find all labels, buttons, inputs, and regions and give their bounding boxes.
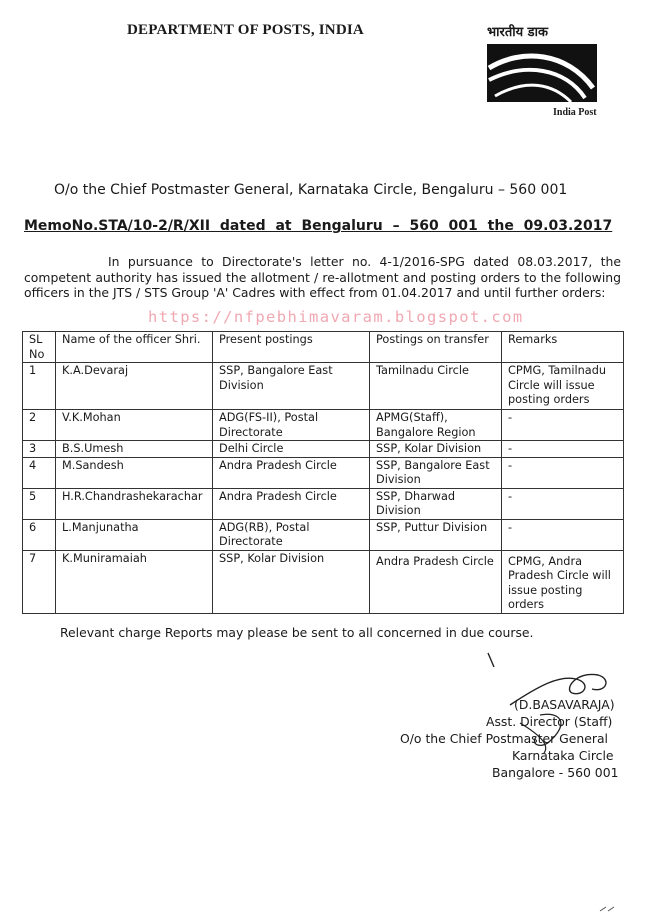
cell-transfer: SSP, Bangalore East Division [370,457,502,488]
cell-name: L.Manjunatha [56,519,213,550]
watermark-url: https://nfpebhimavaram.blogspot.com [148,308,524,326]
cell-sl: 7 [23,550,56,613]
cell-name: K.Muniramaiah [56,550,213,613]
signatory-city: Bangalore - 560 001 [492,765,619,780]
cell-remarks: - [502,410,624,441]
cell-sl: 4 [23,457,56,488]
table-row [23,410,624,441]
memo-line: MemoNo.STA/10-2/R/XII dated at Bengaluru – 560 001 the 09.03.2017 [24,218,613,234]
header-remarks: Remarks [502,332,624,363]
table-header-row [23,332,624,363]
office-line: O/o the Chief Postmaster General, Karnataka Circle, Bengaluru – 560 001 [54,182,568,198]
cell-transfer: SSP, Puttur Division [370,519,502,550]
signatory-circle: Karnataka Circle [512,748,614,763]
cell-remarks: - [502,488,624,519]
cell-name: K.A.Devaraj [56,363,213,410]
signatory-name: (D.BASAVARAJA) [514,697,615,712]
cell-remarks: - [502,457,624,488]
cell-remarks: - [502,441,624,458]
header-sl: SL No [23,332,56,363]
cell-sl: 1 [23,363,56,410]
department-heading: DEPARTMENT OF POSTS, INDIA [127,22,364,38]
page-corner-mark-icon [598,905,618,913]
header-present: Present postings [213,332,370,363]
cell-transfer: Andra Pradesh Circle [370,550,502,613]
cell-name: H.R.Chandrashekarachar [56,488,213,519]
cell-transfer: SSP, Dharwad Division [370,488,502,519]
cell-present: ADG(RB), Postal Directorate [213,519,370,550]
cell-sl: 3 [23,441,56,458]
cell-transfer: APMG(Staff), Bangalore Region [370,410,502,441]
cell-sl: 5 [23,488,56,519]
cell-present: Andra Pradesh Circle [213,457,370,488]
cell-present: ADG(FS-II), Postal Directorate [213,410,370,441]
table-row [23,550,624,613]
cell-sl: 6 [23,519,56,550]
signatory-office: O/o the Chief Postmaster General [400,731,608,746]
cell-transfer: SSP, Kolar Division [370,441,502,458]
cell-present: SSP, Bangalore East Division [213,363,370,410]
cell-present: Delhi Circle [213,441,370,458]
table-row [23,488,624,519]
cell-remarks: CPMG, Andra Pradesh Circle will issue posting orders [502,550,624,613]
cell-transfer: Tamilnadu Circle [370,363,502,410]
postings-table [22,331,624,614]
body-paragraph: In pursuance to Directorate's letter no. 4-1/2016-SPG dated 08.03.2017, the competent authority has issued the allotment / re-allotment and posting orders to the following officers in the JTS / STS Group 'A' Cadres with effect from 01.04.2017 and until further orders: [24,254,621,300]
cell-present: Andra Pradesh Circle [213,488,370,519]
logo-caption: India Post [553,107,597,118]
cell-sl: 2 [23,410,56,441]
cell-remarks: CPMG, Tamilnadu Circle will issue posting orders [502,363,624,410]
cell-present: SSP, Kolar Division [213,550,370,613]
table-row [23,363,624,410]
cell-name: V.K.Mohan [56,410,213,441]
table-row [23,519,624,550]
cell-name: M.Sandesh [56,457,213,488]
india-post-logo-icon [487,44,597,102]
signatory-block [400,696,618,781]
table-row [23,457,624,488]
cell-remarks: - [502,519,624,550]
table-row [23,441,624,458]
cell-name: B.S.Umesh [56,441,213,458]
header-name: Name of the officer Shri. [56,332,213,363]
closing-line: Relevant charge Reports may please be sent to all concerned in due course. [60,625,534,640]
signatory-designation: Asst. Director (Staff) [486,714,613,729]
logo-hindi-text: भारतीय डाक [487,25,548,40]
header-transfer: Postings on transfer [370,332,502,363]
